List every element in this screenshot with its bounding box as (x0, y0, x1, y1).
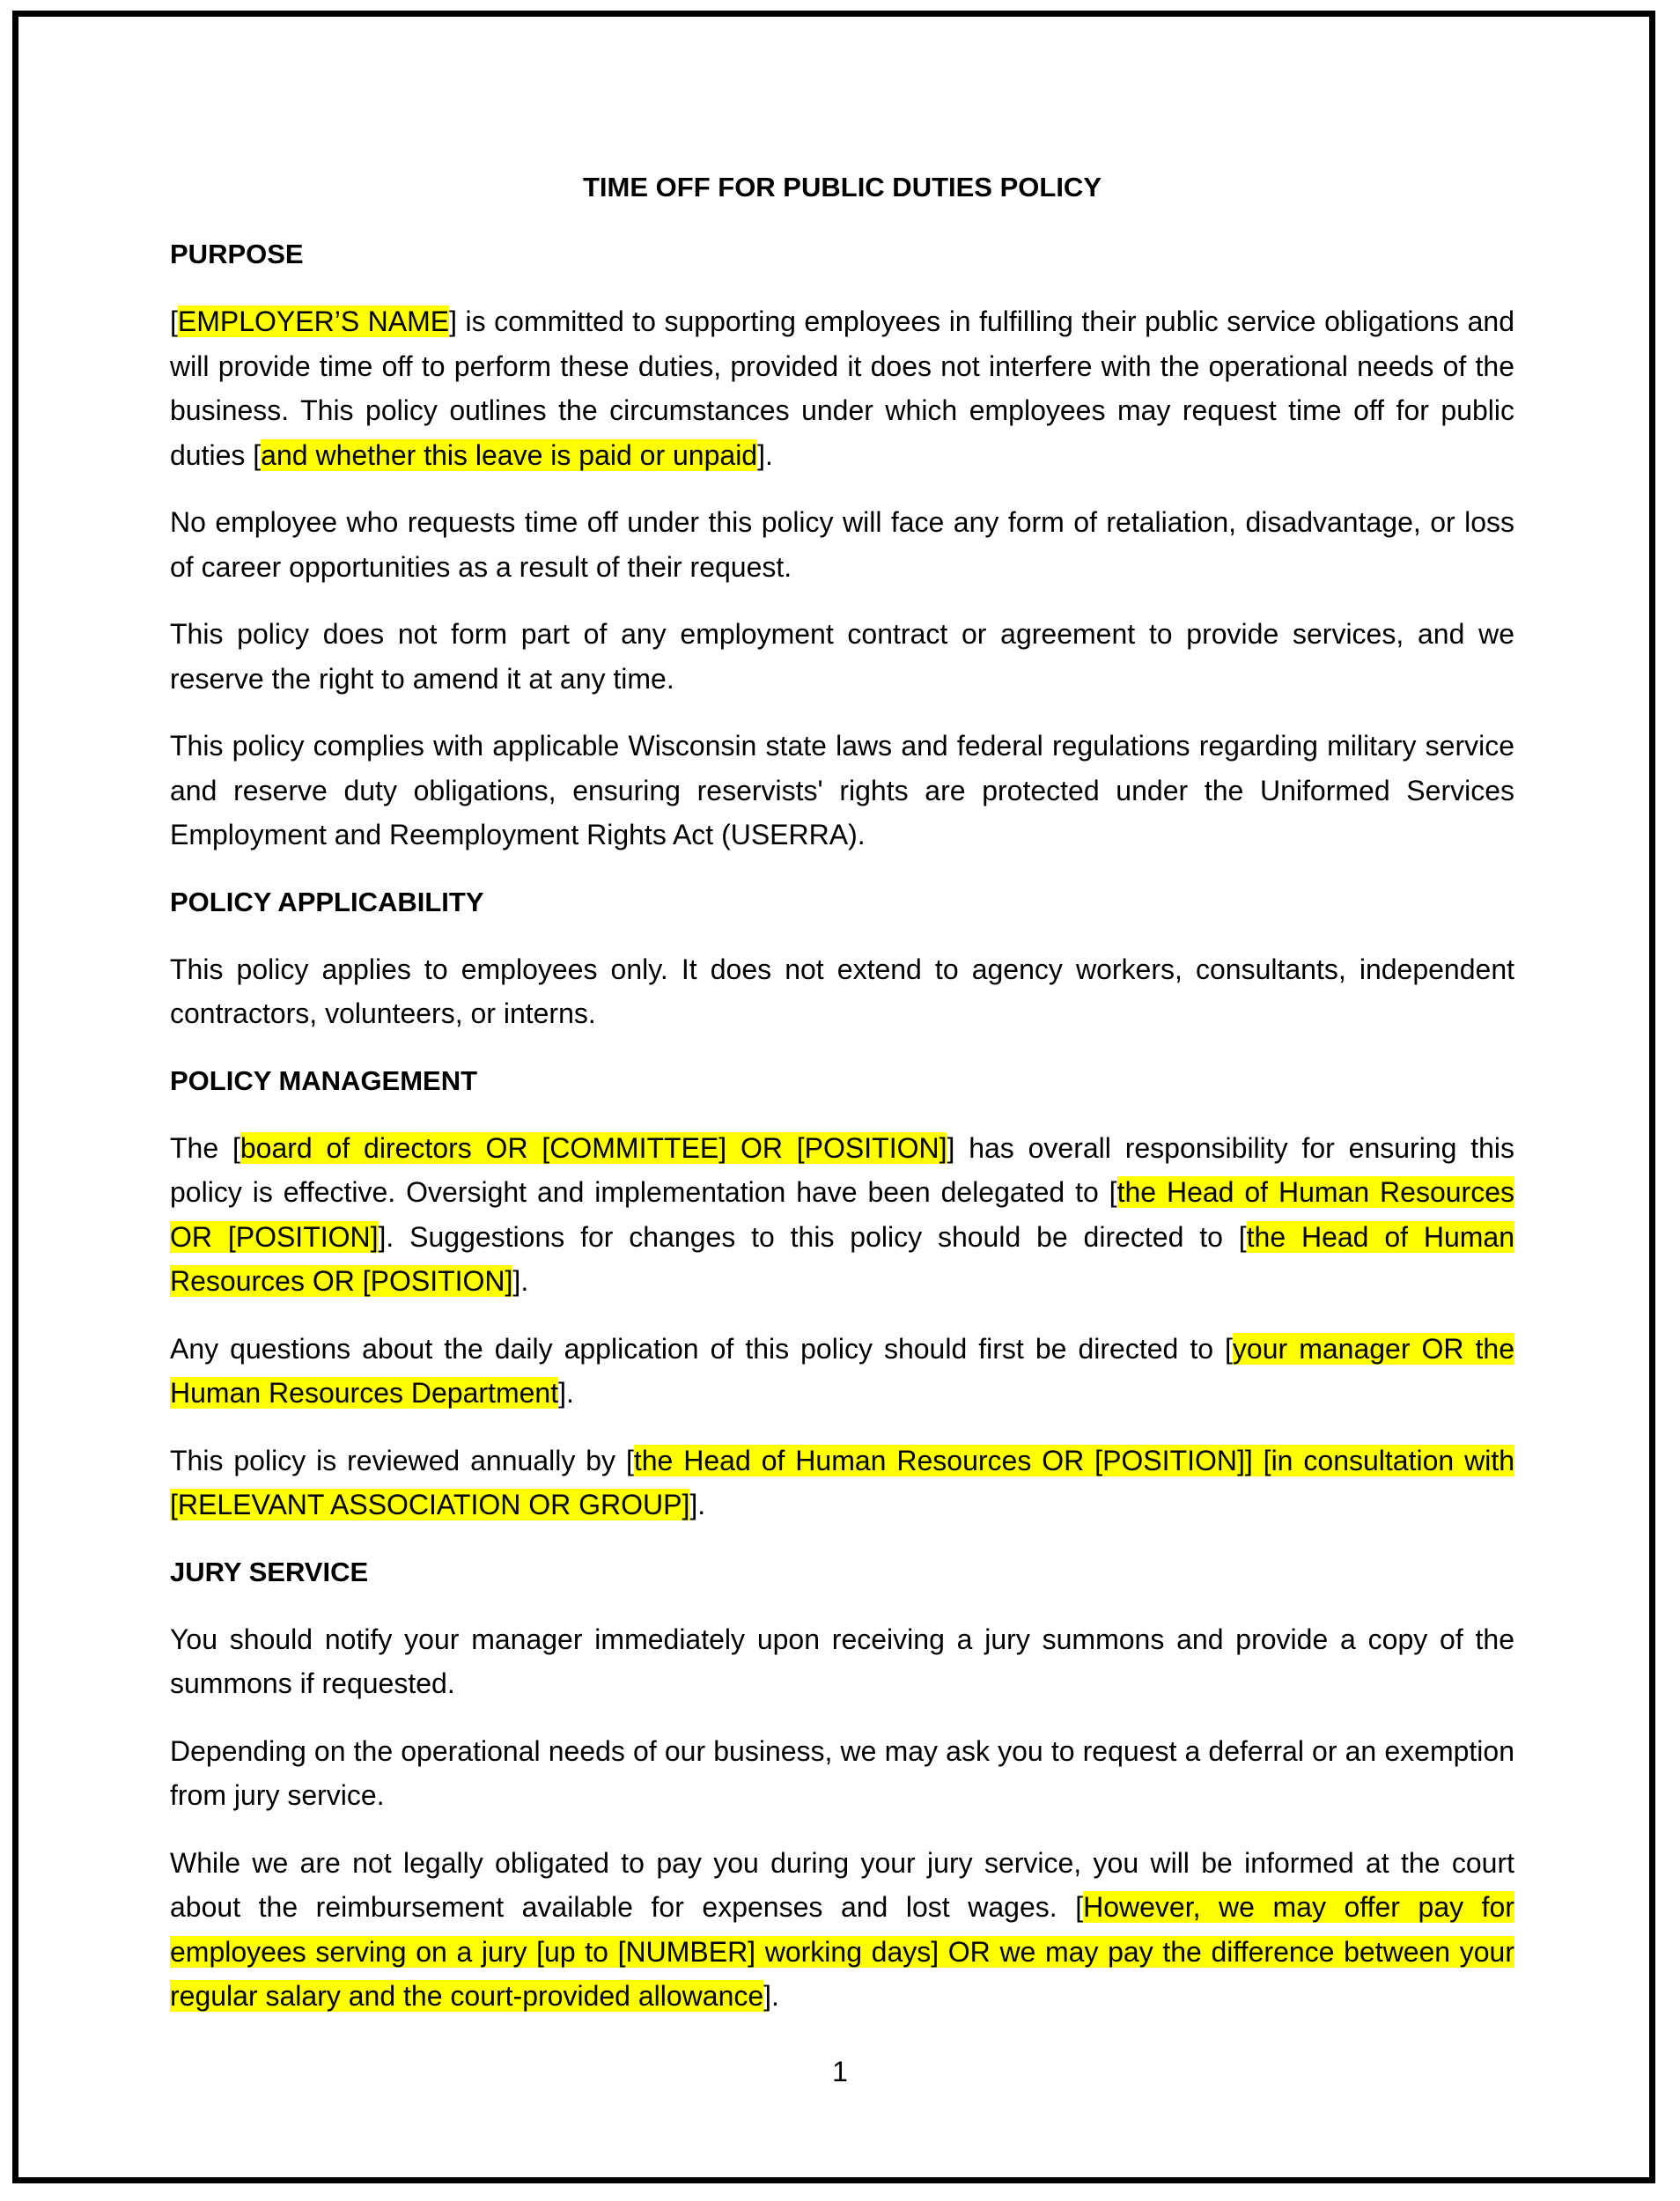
paragraph (170, 299, 1514, 477)
placeholder-highlight: and whether this leave is paid or unpaid (261, 438, 758, 471)
text-run: This policy is reviewed annually by [ (170, 1444, 634, 1476)
paragraph (170, 612, 1514, 701)
text-run: This policy complies with applicable Wisconsin state laws and federal regulations regarding military service and reserve duty obligations, ensuring reservists' rights are protected under the Uniformed Services Employment and Reemployment Rights Act (USERRA). (170, 730, 1514, 850)
text-run: ]. (689, 1489, 706, 1520)
page-number: 1 (832, 2056, 848, 2087)
text-run: While we are not legally obligated to pay you during your jury service, you will be informed at the court about the reimbursement available for expenses and lost wages. [ (170, 1846, 1514, 1923)
placeholder-highlight: the Head of Human Resources OR [POSITION] (170, 1176, 1515, 1253)
placeholder-highlight: your manager OR the Human Resources Department (170, 1332, 1515, 1409)
text-run: This policy does not form part of any employment contract or agreement to provide services, and we reserve the right to amend it at any time. (170, 618, 1514, 695)
paragraph (170, 1126, 1514, 1304)
paragraph (170, 1841, 1514, 2019)
placeholder-highlight: EMPLOYER’S NAME (177, 305, 450, 337)
document-body (170, 166, 1514, 2042)
text-run: Any questions about the daily application of this policy should first be directed to [ (170, 1332, 1233, 1365)
paragraph (170, 500, 1514, 589)
text-run: No employee who requests time off under this policy will face any form of retaliation, disadvantage, or loss of career opportunities as a result of their request. (170, 506, 1514, 583)
text-run: This policy applies to employees only. It does not extend to agency workers, consultants, independent contractors, volunteers, or interns. (170, 953, 1514, 1029)
paragraph (170, 1729, 1514, 1818)
section-heading: PURPOSE (170, 239, 304, 269)
text-run: The [ (170, 1131, 240, 1164)
paragraph (170, 724, 1514, 858)
text-run: ] is committed to supporting employees in fulfilling their public service obligations and will provide time off to perform these duties, provided it does not interfere with the operational needs of the business. This policy outlines the circumstances under which employees may request time off for public duties [ (170, 305, 1515, 471)
text-run: You should notify your manager immediately upon receiving a jury summons and provide a copy of the summons if requested. (170, 1623, 1514, 1699)
paragraph (170, 947, 1514, 1036)
text-run: [ (170, 305, 178, 337)
placeholder-highlight: the Head of Human Resources OR [POSITION]] [in consultation with [RELEVANT ASSOCIATION OR GROUP] (170, 1444, 1514, 1520)
placeholder-highlight: However, we may offer pay for employees serving on a jury [up to [NUMBER] working days] OR we may pay the difference between your regular salary and the court-provided allowance (170, 1891, 1515, 2012)
section-heading: POLICY MANAGEMENT (170, 1064, 478, 1096)
paragraph (170, 1439, 1514, 1527)
text-run: ]. (512, 1265, 529, 1297)
text-run: ] has overall responsibility for ensuring this policy is effective. Oversight and implementation have been delegated to [ (170, 1131, 1515, 1208)
paragraph (170, 1617, 1514, 1706)
document-title: TIME OFF FOR PUBLIC DUTIES POLICY (583, 172, 1102, 202)
placeholder-highlight: board of directors OR [COMMITTEE] OR [POSITION] (239, 1131, 947, 1164)
section-heading: POLICY APPLICABILITY (170, 886, 484, 917)
text-run: ]. Suggestions for changes to this policy should be directed to [ (378, 1220, 1247, 1253)
paragraph (170, 1327, 1514, 1416)
text-run: ]. (558, 1377, 574, 1409)
text-run: Depending on the operational needs of our business, we may ask you to request a deferral or an exemption from jury service. (170, 1734, 1514, 1811)
placeholder-highlight: the Head of Human Resources OR [POSITION] (170, 1220, 1515, 1297)
text-run: ]. (757, 438, 773, 471)
section-heading: JURY SERVICE (170, 1556, 369, 1587)
text-run: ]. (763, 1980, 779, 2012)
document-sections (170, 232, 1514, 2019)
